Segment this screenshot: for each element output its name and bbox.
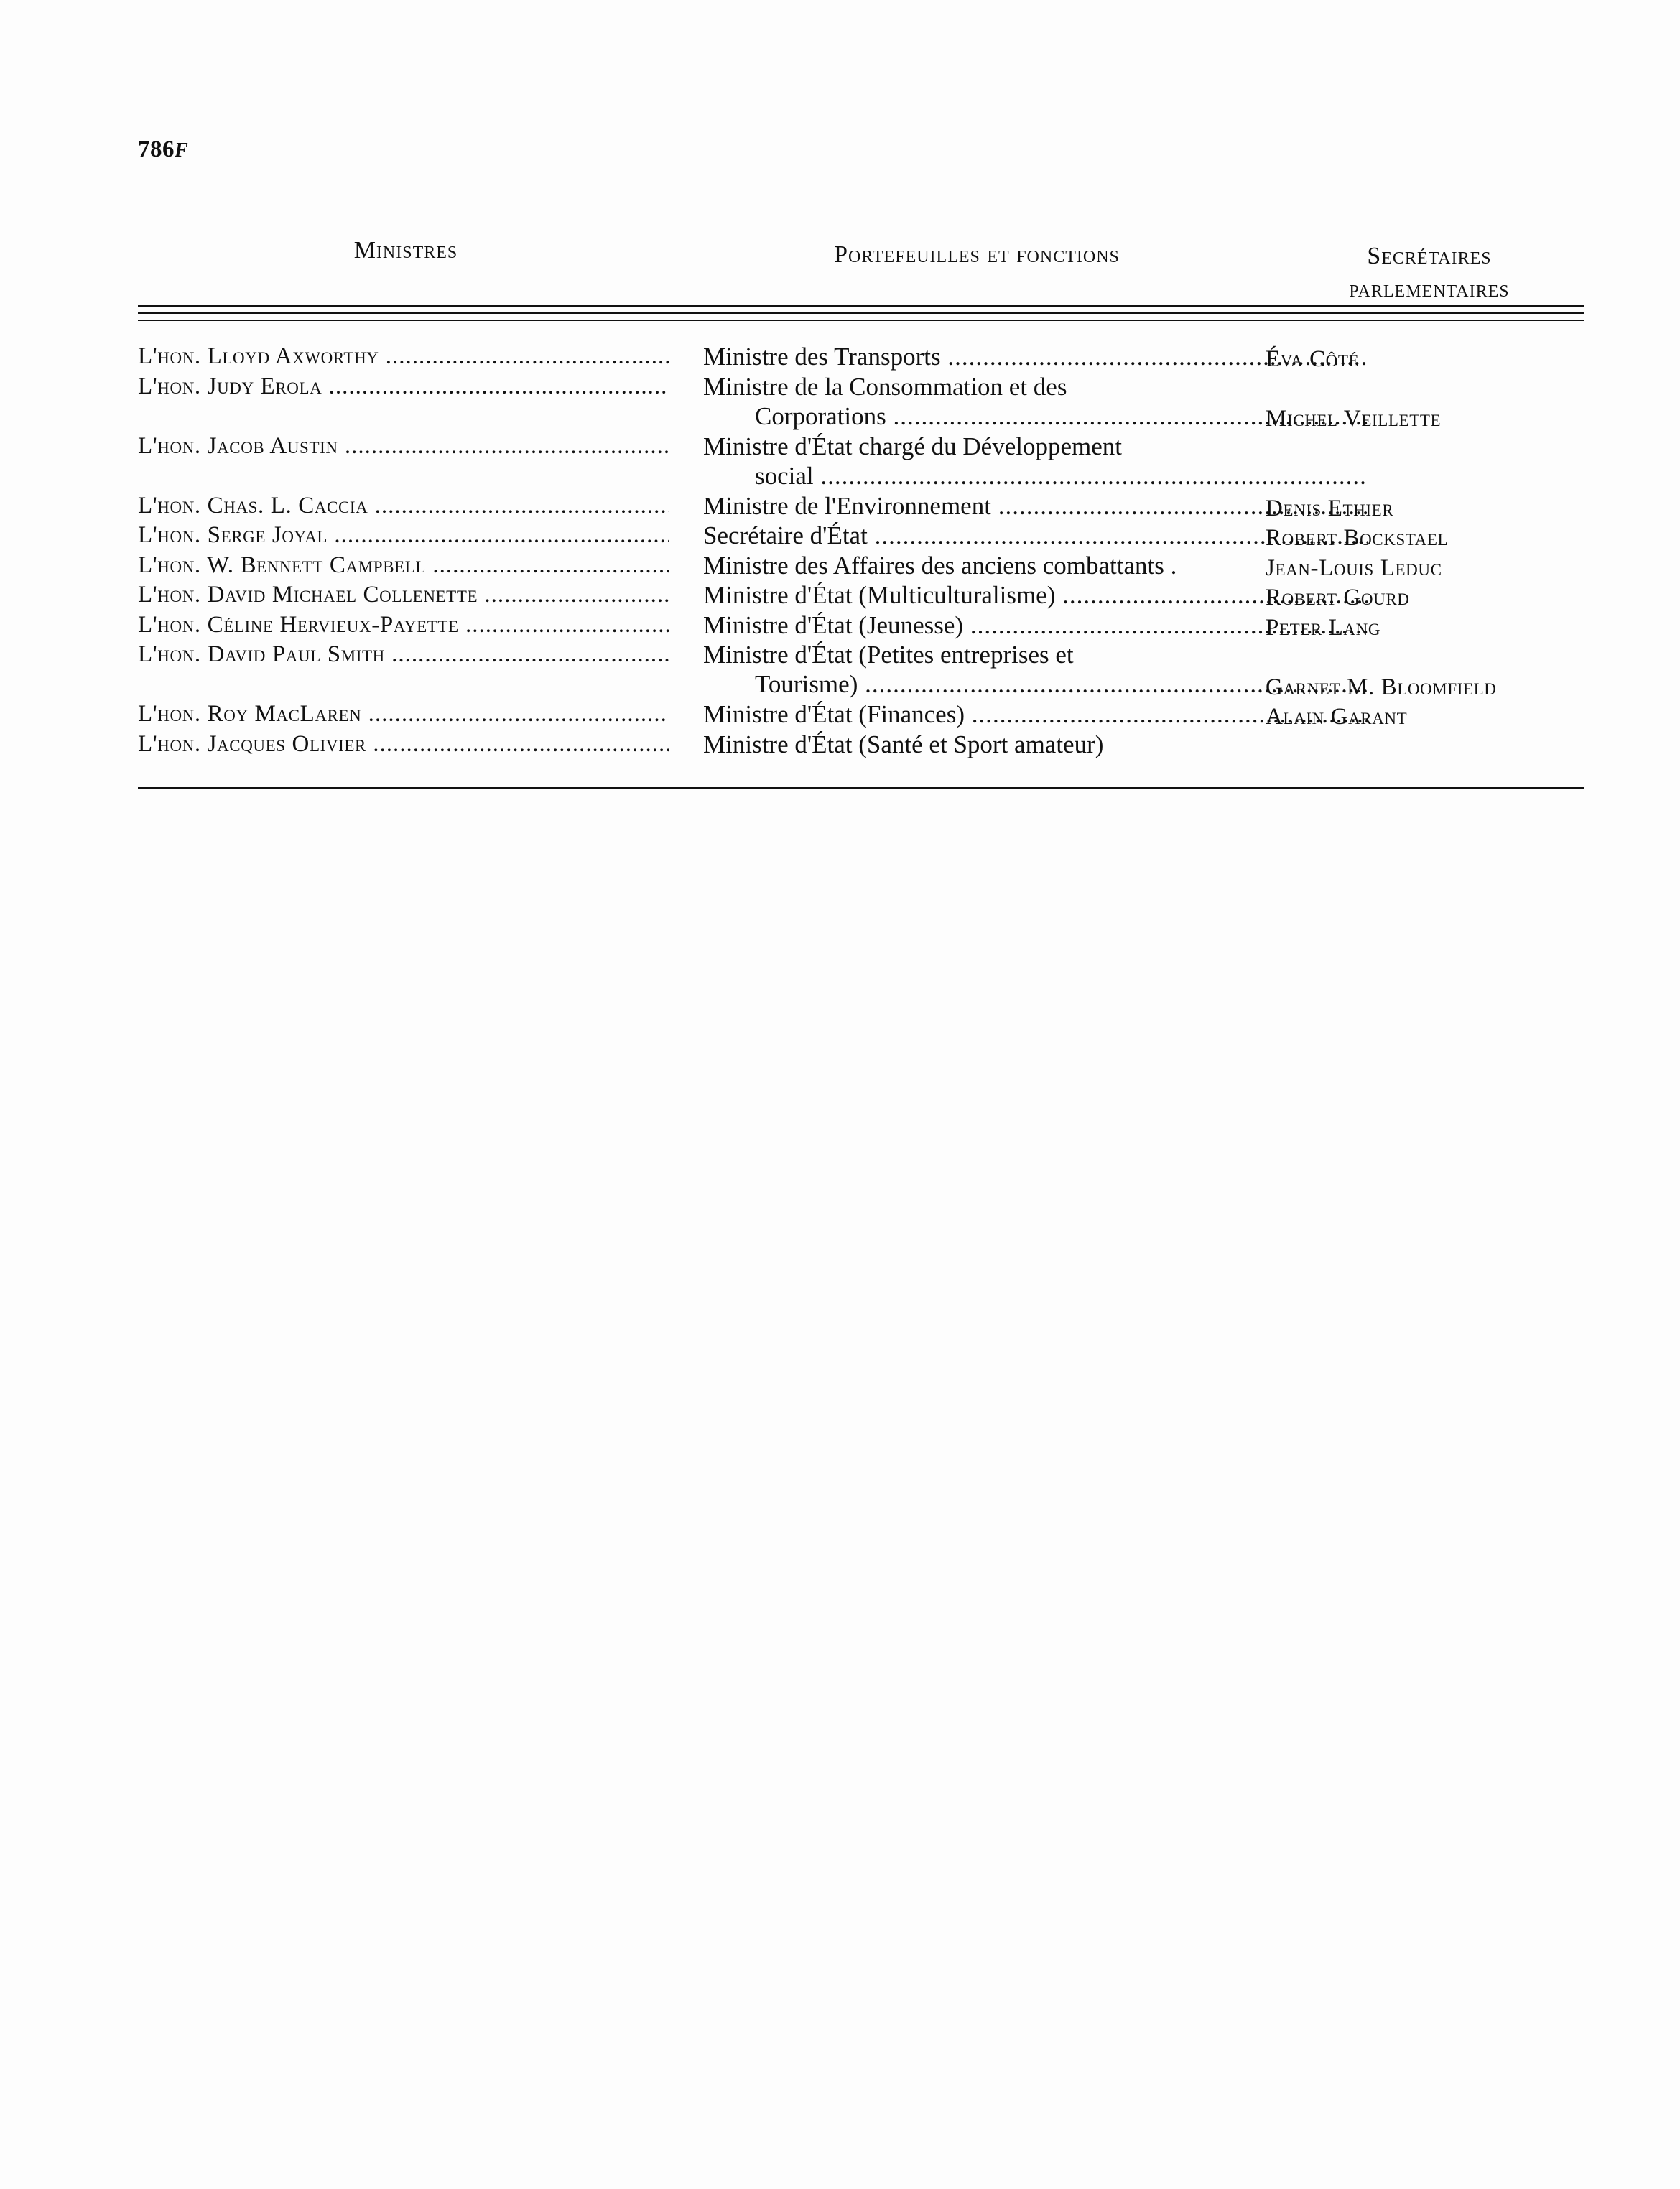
portfolio-line: Ministre de l'Environnement ..... (703, 492, 1368, 520)
column-header-secretaires-line2: parlementaires (1349, 276, 1510, 302)
minister-name: L'hon. David Paul Smith ..... (138, 640, 669, 669)
minister-name: L'hon. Jacques Olivier ..... (138, 730, 669, 759)
parliamentary-secretary: Garnet M. Bloomfield (1266, 674, 1497, 700)
portfolio-function (703, 432, 1368, 491)
minister-name: L'hon. Lloyd Axworthy ..... (138, 342, 669, 371)
column-header-portefeuilles: Portefeuilles et fonctions (834, 241, 1120, 268)
table-row (138, 432, 1584, 491)
parliamentary-secretary: Michel Veillette (1266, 406, 1442, 432)
minister-name: L'hon. Roy MacLaren ..... (138, 700, 669, 729)
parliamentary-secretary: Alain Garant (1266, 704, 1408, 730)
header-rule (138, 320, 1584, 321)
portfolio-function (703, 730, 1368, 759)
minister-name: L'hon. Chas. L. Caccia ..... (138, 491, 669, 521)
portfolio-line: social ..... (755, 462, 1368, 490)
header-rule (138, 312, 1584, 314)
portfolio-line: Ministre d'État (Finances) ..... (703, 700, 1368, 728)
parliamentary-secretary: Robert Bockstael (1266, 525, 1449, 551)
minister-name: L'hon. Serge Joyal ..... (138, 521, 669, 550)
page-number-suffix: F (175, 139, 189, 162)
table-row (138, 551, 1584, 581)
minister-name: L'hon. W. Bennett Campbell ..... (138, 551, 669, 580)
table-row (138, 700, 1584, 730)
portfolio-line: Ministre de la Consommation et des (703, 372, 1067, 401)
portfolio-line: Ministre d'État (Jeunesse) ..... (703, 611, 1368, 639)
page-number (138, 136, 188, 163)
portfolio-line: Ministre des Affaires des anciens combattants . (703, 551, 1177, 580)
minister-name: L'hon. Judy Erola ..... (138, 372, 669, 401)
parliamentary-secretary: Denis Ethier (1266, 495, 1394, 521)
portfolio-line: Ministre d'État (Multiculturalisme) ..... (703, 581, 1368, 609)
minister-name: L'hon. Céline Hervieux-Payette ..... (138, 610, 669, 640)
column-header-secretaires (1286, 240, 1573, 306)
page-number-value: 786 (138, 136, 175, 162)
column-header-ministres: Ministres (353, 237, 458, 264)
table-row (138, 730, 1584, 760)
parliamentary-secretary: Peter Lang (1266, 614, 1381, 641)
table-row (138, 610, 1584, 641)
portfolio-line: Tourisme) ..... (755, 670, 1368, 698)
table-row (138, 342, 1584, 372)
table-row (138, 640, 1584, 700)
table-row (138, 580, 1584, 610)
header-rule (138, 305, 1584, 307)
column-header-secretaires-line1: Secrétaires (1367, 243, 1492, 269)
portfolio-line: Ministre des Transports ..... (703, 343, 1368, 371)
portfolio-line: Ministre d'État (Santé et Sport amateur) (703, 730, 1104, 758)
portfolio-line: Secrétaire d'État ..... (703, 521, 1368, 549)
parliamentary-secretary: Jean-Louis Leduc (1266, 554, 1442, 581)
minister-name: L'hon. David Michael Collenette ..... (138, 580, 669, 610)
footer-rule (138, 787, 1584, 789)
portfolio-line: Ministre d'État chargé du Développement (703, 432, 1122, 460)
table-row (138, 372, 1584, 432)
portfolio-line: Corporations ..... (755, 402, 1368, 430)
portfolio-line: Ministre d'État (Petites entreprises et (703, 641, 1074, 669)
minister-name: L'hon. Jacob Austin ..... (138, 432, 669, 461)
parliamentary-secretary: Éva Côté (1266, 346, 1360, 372)
table-row (138, 521, 1584, 551)
parliamentary-secretary: Robert Gourd (1266, 585, 1410, 610)
table-row (138, 491, 1584, 521)
